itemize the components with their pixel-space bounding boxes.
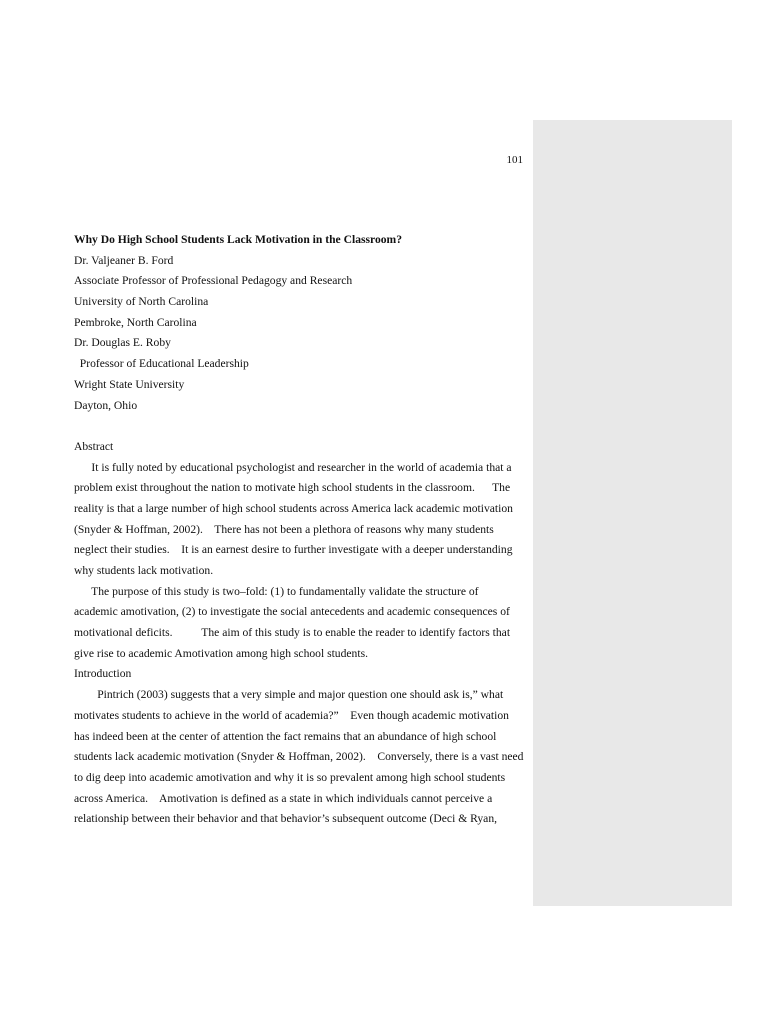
paper-title: Why Do High School Students Lack Motivation in the Classroom?: [74, 233, 402, 246]
author1-institution: University of North Carolina: [74, 295, 209, 309]
abstract-line: motivational deficits. The aim of this study is to enable the reader to identify factors that: [74, 626, 511, 640]
introduction-line: relationship between their behavior and that behavior’s subsequent outcome (Deci & Ryan,: [74, 812, 498, 826]
abstract-line: academic amotivation, (2) to investigate the social antecedents and academic consequences of: [74, 605, 510, 619]
author1-location: Pembroke, North Carolina: [74, 315, 197, 329]
abstract-line: (Snyder & Hoffman, 2002). There has not been a plethora of reasons why many students: [74, 522, 494, 536]
abstract-line: neglect their studies. It is an earnest desire to further investigate with a deeper understanding: [74, 543, 513, 557]
introduction-line: Pintrich (2003) suggests that a very simple and major question one should ask is,” what: [74, 688, 504, 702]
author2-position: Professor of Educational Leadership: [74, 357, 249, 371]
introduction-line: motivates students to achieve in the world of academia?” Even though academic motivation: [74, 708, 509, 722]
abstract-line: problem exist throughout the nation to motivate high school students in the classroom. The: [74, 481, 511, 495]
introduction-line: to dig deep into academic amotivation and why it is so prevalent among high school students: [74, 770, 506, 784]
author2-location: Dayton, Ohio: [74, 398, 138, 412]
author2-name: Dr. Douglas E. Roby: [74, 336, 171, 350]
comment-margin-panel: [533, 120, 732, 906]
document-body: [74, 230, 526, 830]
introduction-heading: Introduction: [74, 667, 132, 681]
abstract-line: why students lack motivation.: [74, 564, 214, 577]
introduction-line: across America. Amotivation is defined as a state in which individuals cannot perceive a: [74, 791, 493, 805]
abstract-heading: Abstract: [74, 439, 114, 453]
author2-institution: Wright State University: [74, 377, 185, 391]
abstract-line: It is fully noted by educational psychologist and researcher in the world of academia that a: [74, 460, 512, 474]
abstract-line: give rise to academic Amotivation among high school students.: [74, 646, 368, 660]
author1-position: Associate Professor of Professional Pedagogy and Research: [74, 274, 353, 288]
abstract-line: reality is that a large number of high school students across America lack academic motivation: [74, 501, 513, 515]
author1-name: Dr. Valjeaner B. Ford: [74, 253, 174, 267]
abstract-line: The purpose of this study is two–fold: (1) to fundamentally validate the structure of: [74, 584, 479, 598]
page-number: 101: [506, 154, 523, 166]
section-spacer: [74, 416, 526, 437]
introduction-line: has indeed been at the center of attention the fact remains that an abundance of high school: [74, 729, 497, 743]
introduction-line: students lack academic motivation (Snyder & Hoffman, 2002). Conversely, there is a vast need: [74, 750, 524, 764]
